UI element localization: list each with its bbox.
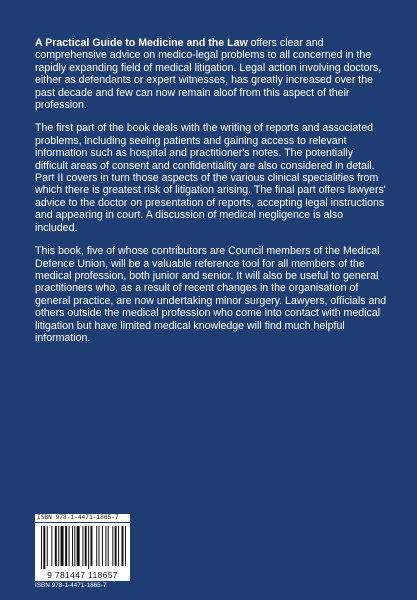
barcode-bars-icon <box>35 523 130 569</box>
barcode-area <box>35 514 130 590</box>
blurb-text <box>35 37 387 355</box>
blurb-paragraph-1 <box>35 37 387 111</box>
barcode <box>35 523 130 581</box>
blurb-paragraph-2: The first part of the book deals with the writing of reports and associated problems, including seeing patients and gaining access to relevant information such as hospital and practitioner's notes. The potentially difficult areas of consent and confidentiality are also considered in detail. Part II covers in turn those aspects of the various clinical specialities from which there is greatest risk of litigation arising. The final part offers lawyers' advice to the doctor on presentation of reports, accepting legal instructions and appearing in court. A discussion of medical negligence is also included. <box>35 122 386 234</box>
blurb-paragraph-1-text: offers clear and comprehensive advice on medico-legal problems to all concerned in the rapidly expanding field of medical litigation. Legal action involving doctors, either as defendants or expert witnesses, has greatly increased over the past decade and few can now remain aloof from this aspect of their profession. <box>35 37 382 112</box>
book-title-inline: A Practical Guide to Medicine and the Law <box>35 37 248 49</box>
isbn-label-top: ISBN 978-1-4471-1865-7 <box>35 514 130 522</box>
barcode-digits: 9 781447 118657 <box>47 570 118 580</box>
blurb-paragraph-3: This book, five of whose contributors are Council members of the Medical Defence Union, will be a valuable reference tool for all members of the medical profession, both junior and senior. It will also be useful to general practitioners who, as a result of recent changes in the organisation of general practice, are now undertaking minor surgery. Lawyers, officials and others outside the medical profession who come into contact with medical litigation but have limited medical knowledge will find much helpful information. <box>35 245 387 344</box>
isbn-label-bottom: ISBN 978-1-4471-1865-7 <box>35 582 107 589</box>
